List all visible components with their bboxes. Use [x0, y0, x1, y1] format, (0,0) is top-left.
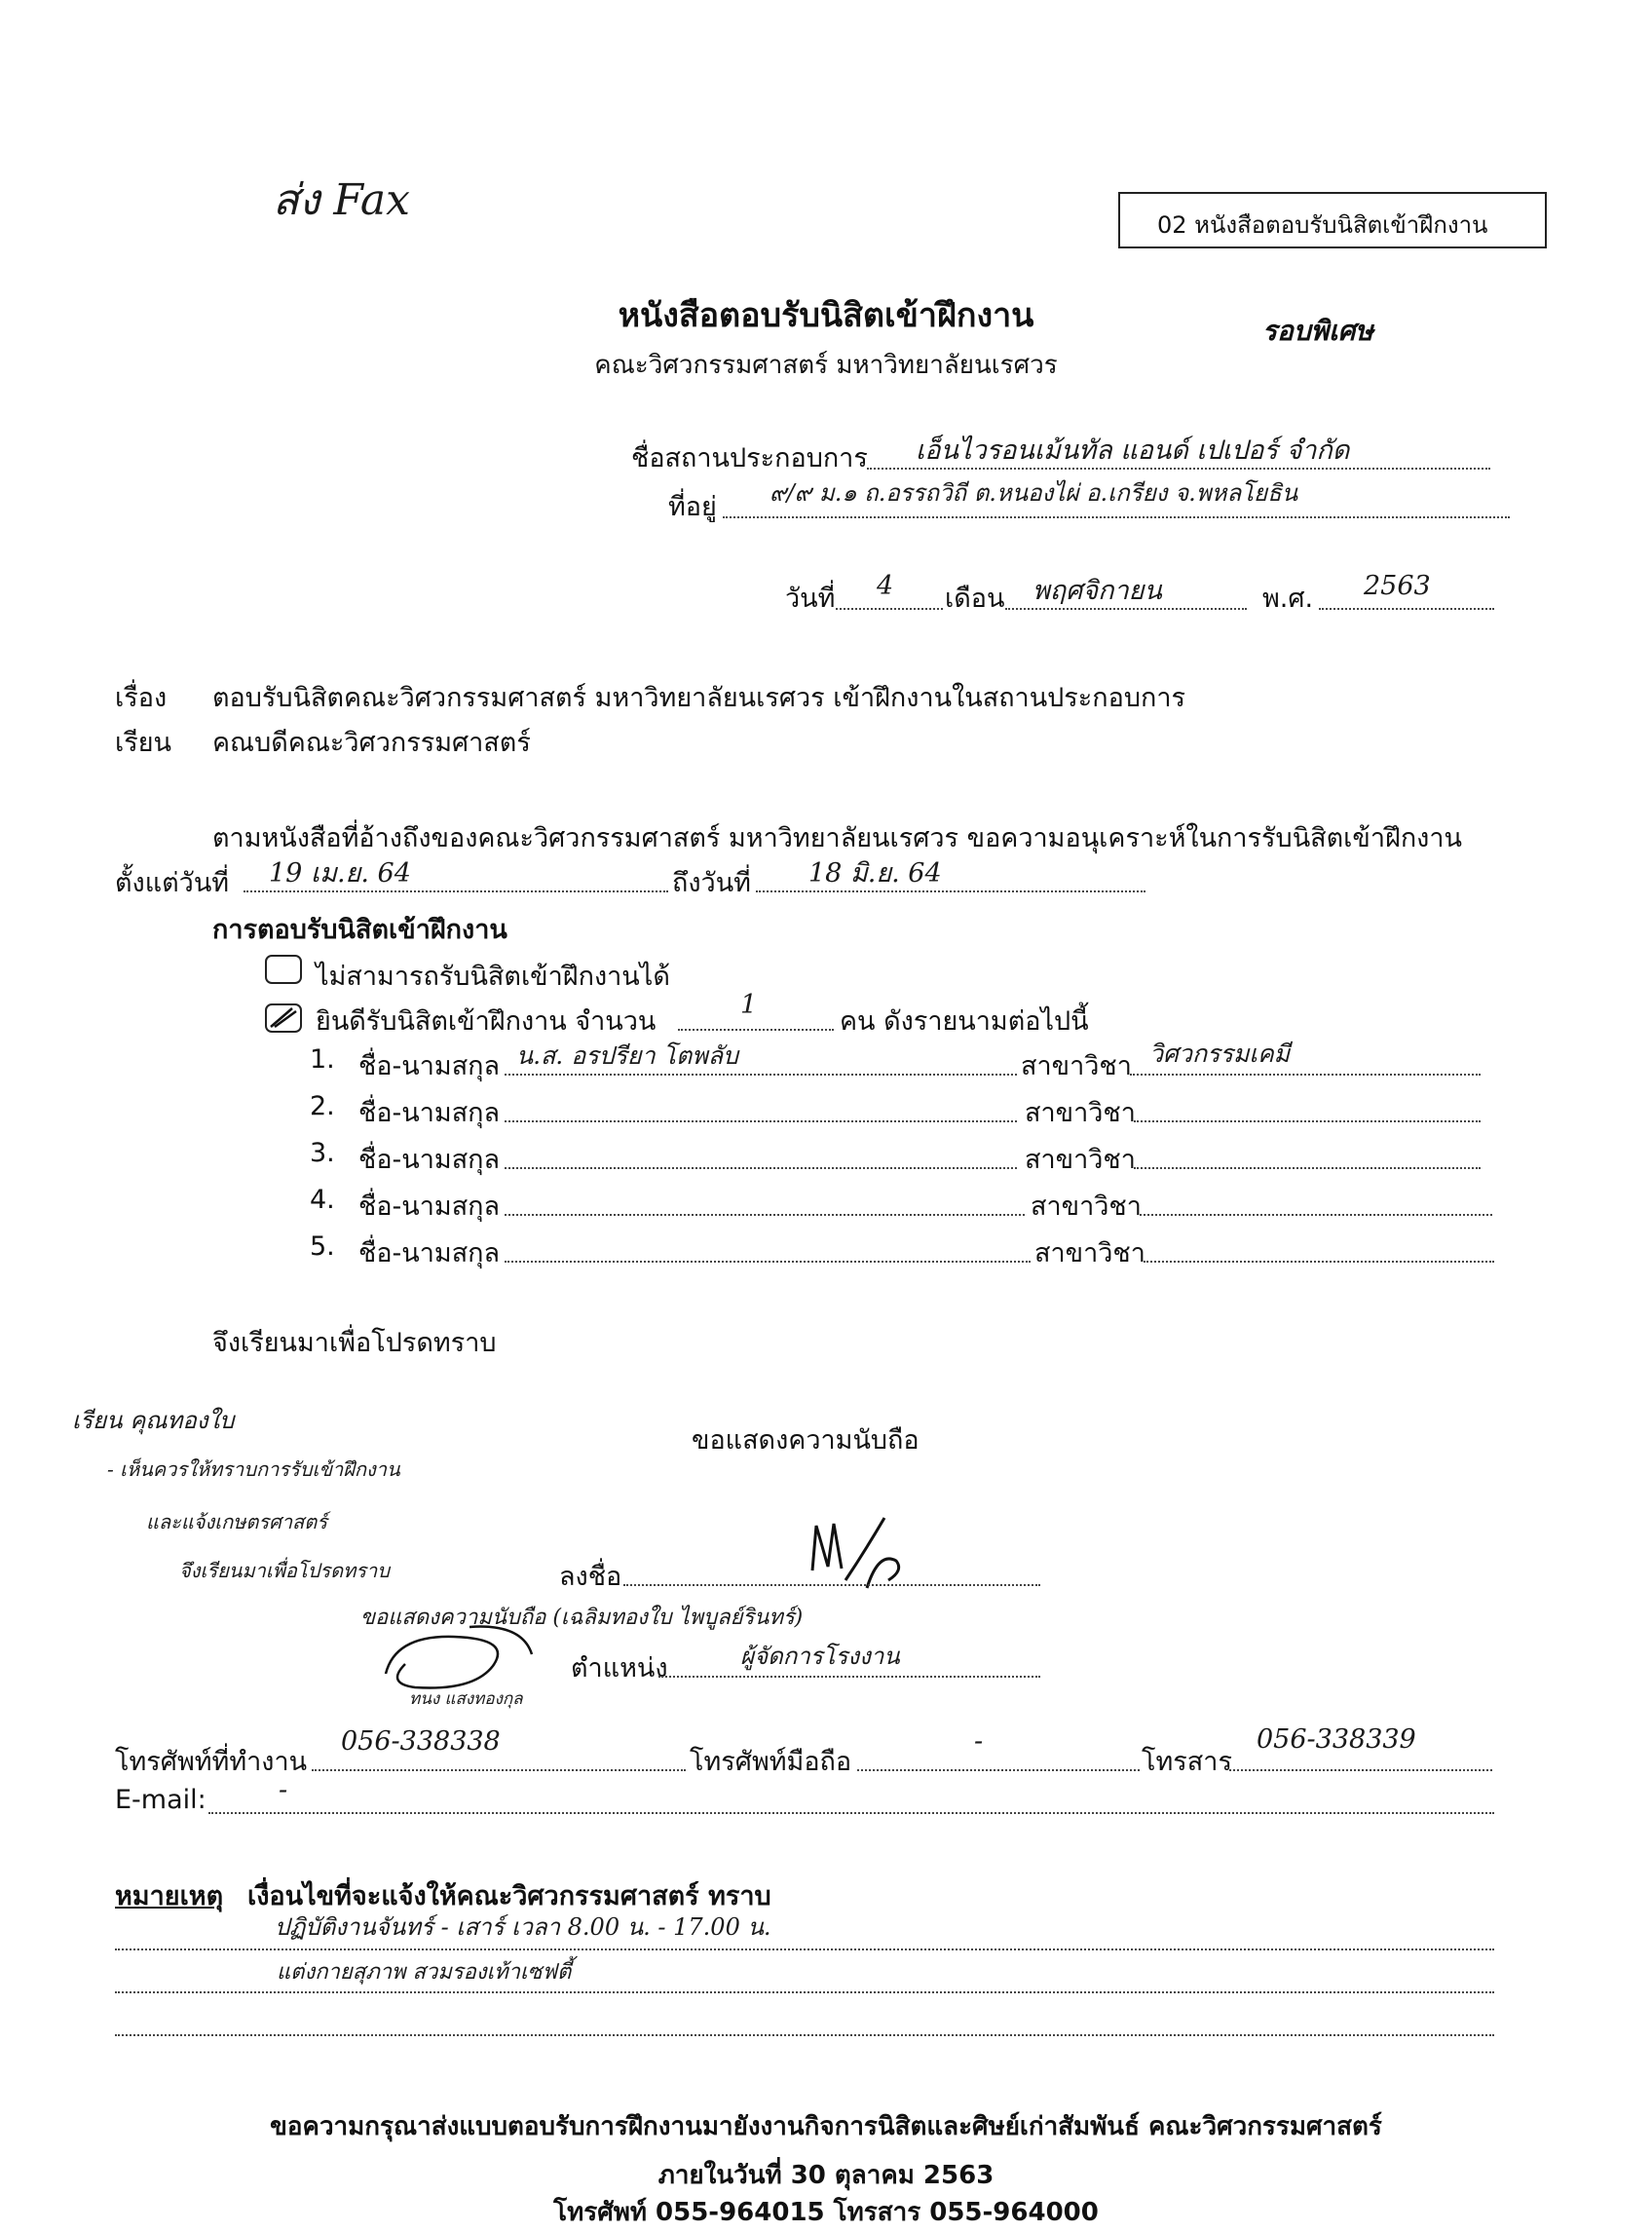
- accept-option-label: ยินดีรับนิสิตเข้าฝึกงาน จำนวน: [316, 1006, 657, 1037]
- reject-checkbox[interactable]: [265, 955, 302, 984]
- date-month: พฤศจิกายน: [1032, 576, 1162, 606]
- student-major-label-2: สาขาวิชา: [1025, 1098, 1136, 1128]
- date-year: 2563: [1364, 571, 1431, 601]
- signatory-name: ขอแสดงความนับถือ (เฉลิมทองใบ ไพบูลย์รินทร์): [360, 1606, 804, 1630]
- margin-note-3: และแจ้งเกษตรศาสตร์: [146, 1510, 327, 1533]
- special-round-label: รอบพิเศษ: [1262, 315, 1373, 347]
- student-name-label-4: ชื่อ-นามสกุล: [358, 1192, 501, 1222]
- margin-note-2: - เห็นควรให้ทราบการรับเข้าฝึกงาน: [107, 1457, 400, 1481]
- period-from-label: ตั้งแต่วันที่: [115, 868, 230, 898]
- margin-note-4: จึงเรียนมาเพื่อโปรดทราบ: [179, 1559, 390, 1582]
- student-name-label-3: ชื่อ-นามสกุล: [358, 1145, 501, 1175]
- form-code-box: [1118, 192, 1547, 248]
- student-name-1: น.ส. อรปรียา โตพลับ: [516, 1041, 738, 1070]
- accept-checkbox[interactable]: [265, 1003, 302, 1033]
- mobile: -: [974, 1726, 984, 1757]
- student-name-label-2: ชื่อ-นามสกุล: [358, 1098, 501, 1128]
- remark-text: เงื่อนไขที่จะแจ้งให้คณะวิศวกรรมศาสตร์ ทราบ: [247, 1881, 771, 1911]
- date-month-label: เดือน: [945, 584, 1005, 614]
- handwritten-fax-note: ส่ง Fax: [273, 175, 410, 225]
- sign-label: ลงชื่อ: [559, 1562, 622, 1592]
- fax-label: โทรสาร: [1142, 1747, 1232, 1777]
- margin-note-1: เรียน คุณทองใบ: [72, 1407, 235, 1434]
- form-code: 02 หนังสือตอบรับนิสิตเข้าฝึกงาน: [1157, 211, 1488, 239]
- margin-note-5: ทนง แสงทองกุล: [409, 1689, 523, 1709]
- closing-text: จึงเรียนมาเพื่อโปรดทราบ: [212, 1328, 497, 1358]
- date-day-label: วันที่: [785, 584, 836, 614]
- student-major-label-3: สาขาวิชา: [1025, 1145, 1136, 1175]
- footer-line-1: ขอความกรุณาส่งแบบตอบรับการฝึกงานมายังงานกิจการนิสิตและศิษย์เก่าสัมพันธ์ คณะวิศวกรรมศาสตร์: [270, 2112, 1382, 2141]
- student-no-1: 1.: [310, 1044, 335, 1075]
- email-value: -: [279, 1775, 288, 1805]
- footer-line-3: โทรศัพท์ 055-964015 โทรสาร 055-964000: [553, 2198, 1099, 2227]
- address-value: ๙/๙ ม.๑ ถ.อรรถวิถี ต.หนองไผ่ อ.เกรียง จ.พหลโยธิน: [770, 479, 1298, 507]
- subject-text: ตอบรับนิสิตคณะวิศวกรรมศาสตร์ มหาวิทยาลัยนเรศวร เข้าฝึกงานในสถานประกอบการ: [212, 683, 1186, 713]
- page-subtitle: คณะวิศวกรรมศาสตร์ มหาวิทยาลัยนเรศวร: [594, 351, 1058, 380]
- student-no-4: 4.: [310, 1185, 335, 1215]
- to-text: คณบดีคณะวิศวกรรมศาสตร์: [212, 728, 531, 758]
- period-to-label: ถึงวันที่: [672, 868, 751, 898]
- student-major-label-5: สาขาวิชา: [1034, 1238, 1145, 1268]
- subject-label: เรื่อง: [115, 683, 168, 713]
- date-day: 4: [877, 571, 894, 601]
- fax-number: 056-338339: [1257, 1724, 1416, 1755]
- position-value: ผู้จัดการโรงงาน: [740, 1643, 900, 1670]
- establishment-label: ชื่อสถานประกอบการ: [631, 443, 868, 473]
- student-major-label-4: สาขาวิชา: [1031, 1192, 1142, 1222]
- accept-suffix: คน ดังรายนามต่อไปนี้: [840, 1006, 1089, 1037]
- student-name-label-5: ชื่อ-นามสกุล: [358, 1238, 501, 1268]
- student-no-2: 2.: [310, 1091, 335, 1121]
- to-label: เรียน: [115, 728, 172, 758]
- remark-line-1: ปฏิบัติงานจันทร์ - เสาร์ เวลา 8.00 น. - 17.00 น.: [275, 1913, 771, 1941]
- footer-line-2: ภายในวันที่ 30 ตุลาคม 2563: [657, 2161, 995, 2190]
- student-major-1: วิศวกรรมเคมี: [1149, 1040, 1291, 1068]
- office-phone: 056-338338: [341, 1726, 501, 1757]
- body-text: ตามหนังสือที่อ้างถึงของคณะวิศวกรรมศาสตร์ มหาวิทยาลัยนเรศวร ขอความอนุเคราะห์ในการรับนิสิตเข้าฝึกงาน: [212, 823, 1462, 853]
- page-title: หนังสือตอบรับนิสิตเข้าฝึกงาน: [618, 296, 1034, 335]
- remark-label: หมายเหตุ: [115, 1881, 224, 1911]
- student-no-5: 5.: [310, 1231, 335, 1262]
- period-from-value: 19 เม.ย. 64: [269, 858, 411, 889]
- regards-text: ขอแสดงความนับถือ: [692, 1425, 920, 1456]
- student-major-label-1: สาขาวิชา: [1021, 1051, 1132, 1081]
- student-name-label-1: ชื่อ-นามสกุล: [358, 1051, 501, 1081]
- student-no-3: 3.: [310, 1138, 335, 1168]
- date-year-label: พ.ศ.: [1262, 584, 1314, 614]
- accept-count: 1: [740, 990, 758, 1020]
- email-label: E-mail:: [115, 1785, 206, 1815]
- acceptance-heading: การตอบรับนิสิตเข้าฝึกงาน: [212, 915, 507, 945]
- signature-mark: [807, 1512, 923, 1600]
- establishment-value: เอ็นไวรอนเม้นทัล แอนด์ เปเปอร์ จำกัด: [916, 435, 1350, 466]
- period-to-value: 18 มิ.ย. 64: [808, 858, 942, 889]
- position-label: ตำแหน่ง: [571, 1653, 668, 1683]
- mobile-label: โทรศัพท์มือถือ: [690, 1747, 852, 1777]
- reject-option-label: ไม่สามารถรับนิสิตเข้าฝึกงานได้: [316, 962, 670, 992]
- remark-line-2: แต่งกายสุภาพ สวมรองเท้าเซฟตี้: [277, 1960, 572, 1985]
- checkmark-icon: [267, 1005, 300, 1031]
- address-label: ที่อยู่: [668, 492, 717, 522]
- office-phone-label: โทรศัพท์ที่ทำงาน: [115, 1747, 308, 1777]
